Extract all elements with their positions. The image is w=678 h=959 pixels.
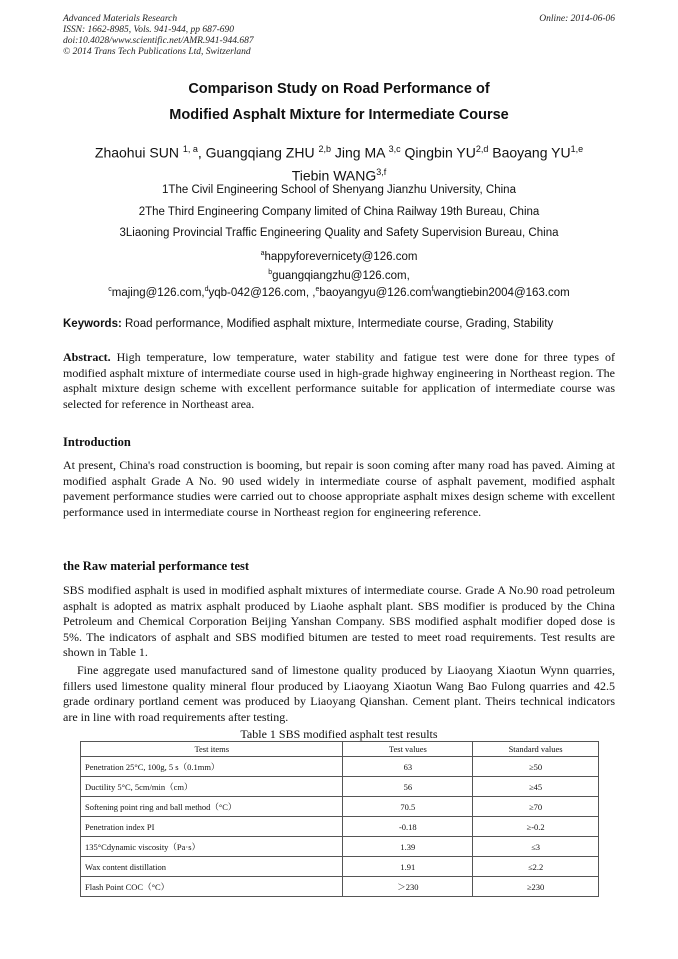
author-name: Baoyang YU	[488, 144, 571, 161]
section-heading-introduction: Introduction	[63, 435, 131, 449]
table-cell-value: 63	[343, 757, 473, 777]
table-header-row	[81, 742, 599, 757]
table-row	[81, 777, 599, 797]
email-mark: e	[315, 286, 320, 293]
table-cell-item: Flash Point COC（°C）	[81, 877, 343, 897]
table-cell-item: Penetration 25°C, 100g, 5 s（0.1mm）	[81, 757, 343, 777]
table-cell-standard: ≥-0.2	[473, 817, 599, 837]
table-cell-item: Ductility 5°C, 5cm/min（cm）	[81, 777, 343, 797]
keywords	[63, 318, 615, 330]
table-caption: Table 1 SBS modified asphalt test results	[240, 727, 438, 741]
journal-issn: ISSN: 1662-8985, Vols. 941-944, pp 687-690	[63, 25, 234, 35]
email-mark: b	[268, 269, 273, 276]
author-name: Tiebin WANG	[291, 167, 377, 184]
abstract	[63, 350, 615, 412]
email-address: yqb-042@126.com, ,	[208, 286, 316, 299]
table-cell-standard: ≥45	[473, 777, 599, 797]
table-cell-value: 1.91	[343, 857, 473, 877]
email-mark: c	[108, 286, 112, 293]
email-address: baoyangyu@126.com	[319, 286, 432, 299]
email-mark: a	[260, 250, 265, 257]
table-row	[81, 797, 599, 817]
email-address: happyforevernicety@126.com	[264, 250, 418, 263]
table-cell-item: Wax content distillation	[81, 857, 343, 877]
journal-header	[63, 14, 254, 58]
table-cell-item: Softening point ring and ball method（°C）	[81, 797, 343, 817]
table-row	[81, 877, 599, 897]
author-affiliation-mark: 3,f	[376, 166, 387, 177]
table-cell-value: 70.5	[343, 797, 473, 817]
table-header-cell: Test items	[81, 742, 343, 757]
paper-title-line-1: Comparison Study on Road Performance of	[188, 81, 490, 97]
email-line-1	[0, 246, 678, 265]
email-line-2	[0, 265, 678, 284]
author-list	[0, 140, 678, 185]
table-cell-standard: ≥50	[473, 757, 599, 777]
author-affiliation-mark: 3,c	[388, 144, 401, 154]
table-cell-standard: ≤3	[473, 837, 599, 857]
email-address: majing@126.com,	[111, 286, 205, 299]
journal-copyright: © 2014 Trans Tech Publications Ltd, Switzerland	[63, 47, 251, 57]
table-header-cell: Standard values	[473, 742, 599, 757]
table-cell-item: 135°Cdynamic viscosity（Pa·s）	[81, 837, 343, 857]
table-cell-value: ＞230	[343, 877, 473, 897]
table-header-cell: Test values	[343, 742, 473, 757]
author-name: Qingbin YU	[400, 144, 476, 161]
journal-name: Advanced Materials Research	[63, 14, 178, 24]
section-heading-raw-material: the Raw material performance test	[63, 559, 250, 573]
author-affiliation-mark: 2,d	[475, 144, 489, 154]
table-cell-item: Penetration index PI	[81, 817, 343, 837]
asphalt-test-table	[80, 741, 599, 897]
abstract-text: High temperature, low temperature, water stability and fatigue test were done for three types of modified asphalt mixture of intermediate course used in high-grade highway engineering in Northeast region. The asphalt mixture design scheme with excellent performance suitable for application of intermediate course was selected for reference in Northeast area.	[63, 350, 615, 411]
email-mark: d	[204, 286, 209, 293]
affiliation: 3Liaoning Provincial Traffic Engineering Quality and Safety Supervision Bureau, China	[119, 227, 559, 239]
table-row	[81, 757, 599, 777]
affiliation: 1The Civil Engineering School of Shenyang Jianzhu University, China	[162, 184, 516, 196]
email-line-3	[0, 282, 678, 301]
table-cell-standard: ≥70	[473, 797, 599, 817]
table-cell-value: 1.39	[343, 837, 473, 857]
paper-title-line-2: Modified Asphalt Mixture for Intermediate Course	[169, 107, 509, 123]
raw-material-paragraph-2: Fine aggregate used manufactured sand of limestone quality produced by Liaoyang Xiaotun Wynn quarries, fillers used limestone quality mineral flour produced by Liaoyang Xiaotun Wang Bao Fulong quarries and 42.5 grade ordinary portland cement was produced by Liaoyang Qianshan. Cement plant. Theirs technical indicators are in line with road requirements after testing.	[63, 663, 615, 724]
table-row	[81, 837, 599, 857]
journal-doi: doi:10.4028/www.scientific.net/AMR.941-944.687	[63, 36, 254, 46]
introduction-paragraph: At present, China's road construction is booming, but repair is soon coming after many road has paved. Aiming at modified asphalt Grade A No. 90 used widely in intermediate course of asphalt pavement, modified asphalt pavement performance studies were carried out to choose appropriate asphalt mixes design scheme with excellent performance used in intermediate course in Northeast region for engineering reference.	[63, 458, 615, 519]
keywords-text: Road performance, Modified asphalt mixture, Intermediate course, Grading, Stability	[121, 318, 554, 330]
author-affiliation-mark: 1, a	[182, 144, 198, 154]
table-cell-value: 56	[343, 777, 473, 797]
table-row	[81, 817, 599, 837]
email-mark: f	[431, 286, 434, 293]
table-cell-standard: ≥230	[473, 877, 599, 897]
raw-material-paragraph-1: SBS modified asphalt is used in modified asphalt mixtures of intermediate course. Grade A No.90 road petroleum asphalt is adopted as matrix asphalt produced by Liaohe asphalt plant. SBS modifier is produced by the China Petroleum and Chemical Corporation Beijing Yanshan Company. SBS modified asphalt modifier doped dose is 5%. The indicators of asphalt and SBS modified bitumen are tested to meet road requirements. Test results are shown in Table 1.	[63, 583, 615, 660]
table-row	[81, 857, 599, 877]
author-name: Zhaohui SUN	[94, 144, 183, 161]
email-address: guangqiangzhu@126.com,	[272, 269, 410, 282]
keywords-label: Keywords:	[63, 318, 122, 330]
author-affiliation-mark: 2,b	[318, 144, 331, 154]
author-name: , Guangqiang ZHU	[197, 144, 319, 161]
email-address: wangtiebin2004@163.com	[433, 286, 570, 299]
online-date: Online: 2014-06-06	[539, 14, 615, 24]
abstract-label: Abstract.	[63, 350, 111, 364]
affiliation: 2The Third Engineering Company limited of China Railway 19th Bureau, China	[138, 206, 540, 218]
table-cell-standard: ≤2.2	[473, 857, 599, 877]
author-name: Jing MA	[330, 144, 389, 161]
author-affiliation-mark: 1,e	[570, 144, 584, 154]
table-cell-value: -0.18	[343, 817, 473, 837]
